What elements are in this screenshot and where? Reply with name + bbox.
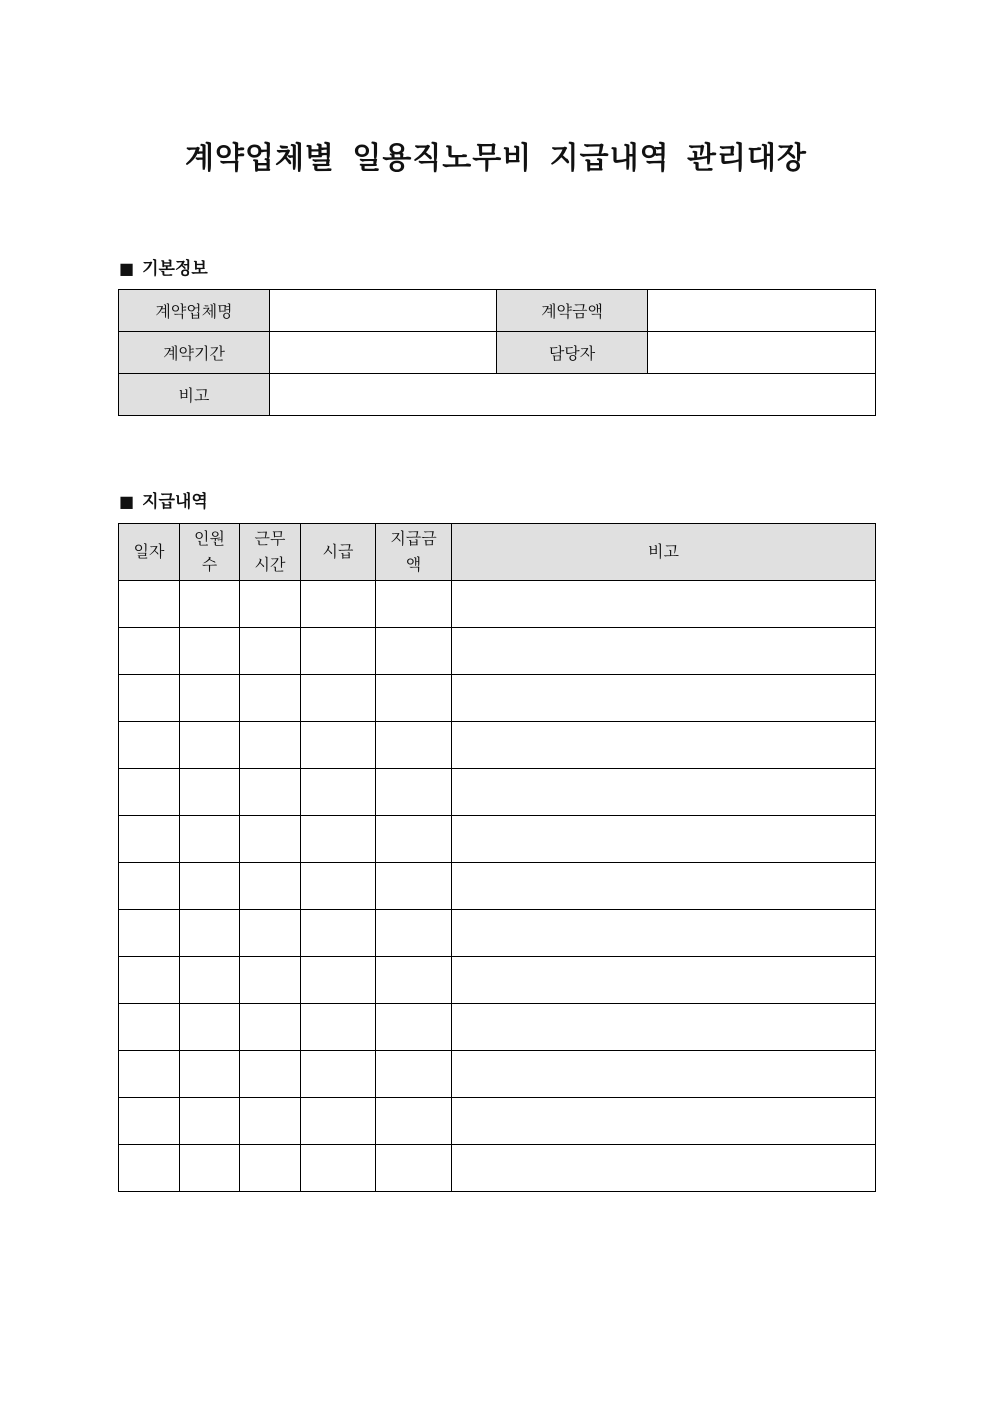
work-hours-cell[interactable] (240, 628, 301, 675)
hourly-wage-cell[interactable] (301, 769, 376, 816)
date-cell[interactable] (119, 581, 180, 628)
work-hours-cell[interactable] (240, 1145, 301, 1192)
date-cell[interactable] (119, 628, 180, 675)
manager-label: 담당자 (497, 332, 648, 374)
work-hours-cell[interactable] (240, 722, 301, 769)
paid-amount-cell[interactable] (376, 957, 452, 1004)
paid-amount-cell[interactable] (376, 1098, 452, 1145)
table-row (119, 628, 876, 675)
manager-field[interactable] (648, 332, 876, 374)
work-hours-cell[interactable] (240, 1004, 301, 1051)
header-date: 일자 (119, 524, 180, 581)
work-hours-cell[interactable] (240, 769, 301, 816)
headcount-cell[interactable] (180, 628, 240, 675)
hourly-wage-cell[interactable] (301, 722, 376, 769)
table-row (119, 1051, 876, 1098)
table-row (119, 957, 876, 1004)
date-cell[interactable] (119, 910, 180, 957)
table-row (119, 863, 876, 910)
contract-period-field[interactable] (270, 332, 497, 374)
date-cell[interactable] (119, 769, 180, 816)
headcount-cell[interactable] (180, 769, 240, 816)
table-row (119, 769, 876, 816)
date-cell[interactable] (119, 675, 180, 722)
hourly-wage-cell[interactable] (301, 1098, 376, 1145)
paid-amount-cell[interactable] (376, 1051, 452, 1098)
section-heading-payment (119, 487, 208, 512)
header-hourly-wage: 시급 (301, 524, 376, 581)
note-cell[interactable] (452, 722, 876, 769)
work-hours-cell[interactable] (240, 1098, 301, 1145)
hourly-wage-cell[interactable] (301, 675, 376, 722)
headcount-cell[interactable] (180, 1051, 240, 1098)
header-headcount: 인원 수 (180, 524, 240, 581)
work-hours-cell[interactable] (240, 910, 301, 957)
note-cell[interactable] (452, 1145, 876, 1192)
payment-rows (119, 581, 876, 1192)
square-bullet-icon: ■ (119, 259, 135, 278)
note-cell[interactable] (452, 910, 876, 957)
header-work-hours: 근무 시간 (240, 524, 301, 581)
table-row (119, 581, 876, 628)
headcount-cell[interactable] (180, 1145, 240, 1192)
hourly-wage-cell[interactable] (301, 910, 376, 957)
headcount-cell[interactable] (180, 1098, 240, 1145)
paid-amount-cell[interactable] (376, 1004, 452, 1051)
page-title: 계약업체별 일용직노무비 지급내역 관리대장 (185, 141, 807, 176)
header-note: 비고 (452, 524, 876, 581)
note-cell[interactable] (452, 1004, 876, 1051)
paid-amount-cell[interactable] (376, 1145, 452, 1192)
paid-amount-cell[interactable] (376, 863, 452, 910)
paid-amount-cell[interactable] (376, 769, 452, 816)
headcount-cell[interactable] (180, 1004, 240, 1051)
header-paid-amount: 지급금 액 (376, 524, 452, 581)
work-hours-cell[interactable] (240, 816, 301, 863)
hourly-wage-cell[interactable] (301, 628, 376, 675)
date-cell[interactable] (119, 1004, 180, 1051)
date-cell[interactable] (119, 863, 180, 910)
hourly-wage-cell[interactable] (301, 863, 376, 910)
company-name-field[interactable] (270, 290, 497, 332)
paid-amount-cell[interactable] (376, 722, 452, 769)
note-cell[interactable] (452, 816, 876, 863)
date-cell[interactable] (119, 722, 180, 769)
work-hours-cell[interactable] (240, 1051, 301, 1098)
section-label: 기본정보 (142, 259, 208, 279)
table-row (119, 675, 876, 722)
table-row (119, 1145, 876, 1192)
hourly-wage-cell[interactable] (301, 581, 376, 628)
paid-amount-cell[interactable] (376, 910, 452, 957)
note-cell[interactable] (452, 581, 876, 628)
date-cell[interactable] (119, 1051, 180, 1098)
note-cell[interactable] (452, 863, 876, 910)
date-cell[interactable] (119, 957, 180, 1004)
table-row (119, 1004, 876, 1051)
paid-amount-cell[interactable] (376, 628, 452, 675)
hourly-wage-cell[interactable] (301, 1145, 376, 1192)
square-bullet-icon: ■ (119, 492, 135, 511)
work-hours-cell[interactable] (240, 675, 301, 722)
note-field[interactable] (270, 374, 876, 416)
hourly-wage-cell[interactable] (301, 957, 376, 1004)
note-cell[interactable] (452, 628, 876, 675)
table-row (119, 1098, 876, 1145)
work-hours-cell[interactable] (240, 581, 301, 628)
note-cell[interactable] (452, 1098, 876, 1145)
note-cell[interactable] (452, 1051, 876, 1098)
table-row (119, 910, 876, 957)
contract-amount-label: 계약금액 (497, 290, 648, 332)
basic-info-table (118, 289, 876, 416)
note-cell[interactable] (452, 769, 876, 816)
hourly-wage-cell[interactable] (301, 1051, 376, 1098)
note-cell[interactable] (452, 675, 876, 722)
company-name-label: 계약업체명 (119, 290, 270, 332)
headcount-cell[interactable] (180, 675, 240, 722)
payment-table (118, 523, 876, 1192)
paid-amount-cell[interactable] (376, 675, 452, 722)
section-heading-basic-info (119, 254, 208, 279)
work-hours-cell[interactable] (240, 863, 301, 910)
note-label: 비고 (119, 374, 270, 416)
hourly-wage-cell[interactable] (301, 816, 376, 863)
headcount-cell[interactable] (180, 910, 240, 957)
hourly-wage-cell[interactable] (301, 1004, 376, 1051)
note-cell[interactable] (452, 957, 876, 1004)
date-cell[interactable] (119, 1098, 180, 1145)
date-cell[interactable] (119, 816, 180, 863)
contract-period-label: 계약기간 (119, 332, 270, 374)
table-row (119, 722, 876, 769)
headcount-cell[interactable] (180, 581, 240, 628)
paid-amount-cell[interactable] (376, 816, 452, 863)
work-hours-cell[interactable] (240, 957, 301, 1004)
table-row (119, 816, 876, 863)
headcount-cell[interactable] (180, 722, 240, 769)
payment-table-header (119, 524, 876, 581)
headcount-cell[interactable] (180, 816, 240, 863)
date-cell[interactable] (119, 1145, 180, 1192)
paid-amount-cell[interactable] (376, 581, 452, 628)
headcount-cell[interactable] (180, 863, 240, 910)
headcount-cell[interactable] (180, 957, 240, 1004)
section-label: 지급내역 (142, 492, 208, 512)
contract-amount-field[interactable] (648, 290, 876, 332)
